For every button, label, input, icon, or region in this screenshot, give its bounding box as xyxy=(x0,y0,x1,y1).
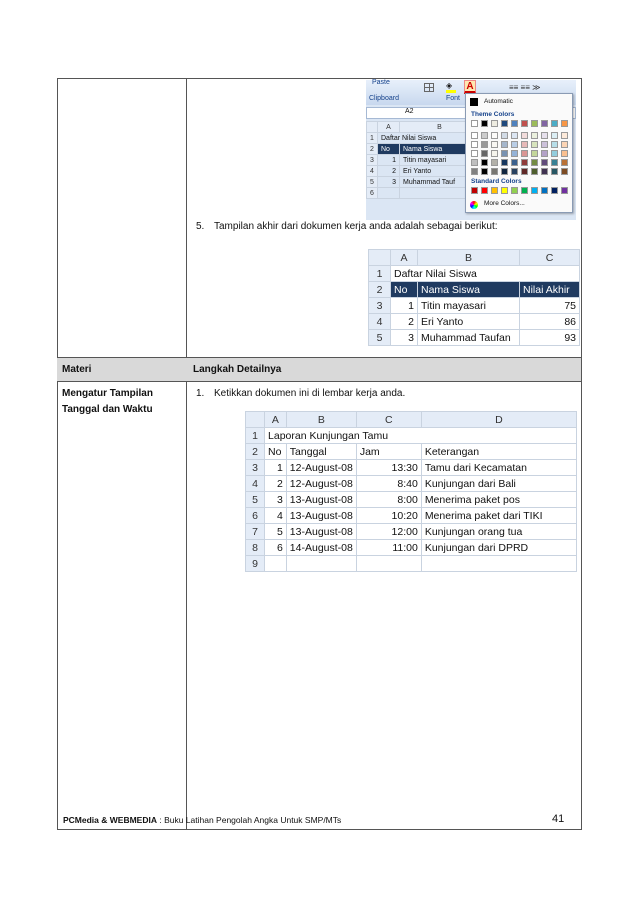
section2-title-line1: Mengatur Tampilan xyxy=(62,388,153,399)
more-colors-icon xyxy=(470,201,478,209)
align-icon: ≡≡ ≡≡ ≫ xyxy=(509,83,541,92)
theme-color-swatch[interactable] xyxy=(551,168,558,175)
nilai-siswa-sheet: A B C 1 Daftar Nilai Siswa 2 No Nama Siswa Nilai Akhir 3 1 Titin mayasari 75 4 2 Eri Yanto 86 5 3 Muhammad Taufan 93 xyxy=(368,249,580,346)
theme-color-swatch[interactable] xyxy=(501,150,508,157)
more-colors-option[interactable]: More Colors... xyxy=(484,200,525,207)
step5-text: Tampilan akhir dari dokumen kerja anda adalah sebagai berikut: xyxy=(214,221,498,232)
theme-color-swatch[interactable] xyxy=(511,120,518,127)
table-row: 3 1 12-August-08 13:30 Tamu dari Kecamatan xyxy=(246,460,577,476)
theme-color-swatch[interactable] xyxy=(561,141,568,148)
header-row xyxy=(57,357,581,381)
theme-color-swatch[interactable] xyxy=(541,141,548,148)
theme-color-swatch[interactable] xyxy=(521,132,528,139)
theme-color-swatch[interactable] xyxy=(551,120,558,127)
theme-color-swatch[interactable] xyxy=(511,150,518,157)
footer-brand: PCMedia & WEBMEDIA xyxy=(63,815,157,825)
standard-colors-label: Standard Colors xyxy=(471,178,522,185)
standard-color-swatch[interactable] xyxy=(491,187,498,194)
theme-color-swatch[interactable] xyxy=(531,132,538,139)
theme-color-swatch[interactable] xyxy=(541,132,548,139)
theme-color-swatch[interactable] xyxy=(511,132,518,139)
theme-color-swatch[interactable] xyxy=(471,159,478,166)
table-row: 3 1 Titin mayasari 75 xyxy=(369,298,580,314)
mini-sheet: A B 1 Daftar Nilai Siswa 2 No Nama Siswa 3 1 Titin mayasari 4 2 Eri Yanto 5 3 Muhammad Tauf 6 xyxy=(366,121,480,199)
column-divider xyxy=(186,78,187,830)
kunjungan-sheet-clip xyxy=(245,411,577,570)
standard-color-swatch[interactable] xyxy=(521,187,528,194)
theme-color-swatch[interactable] xyxy=(531,141,538,148)
theme-color-swatch[interactable] xyxy=(531,168,538,175)
automatic-swatch[interactable] xyxy=(470,98,478,106)
theme-color-swatch[interactable] xyxy=(491,168,498,175)
cell-reference: A2 xyxy=(405,108,414,115)
theme-color-swatch[interactable] xyxy=(501,132,508,139)
table-row: 7 5 13-August-08 12:00 Kunjungan orang tua xyxy=(246,524,577,540)
theme-color-swatch[interactable] xyxy=(551,132,558,139)
standard-color-swatch[interactable] xyxy=(551,187,558,194)
font-color-icon: A xyxy=(464,80,476,94)
theme-color-swatch[interactable] xyxy=(541,150,548,157)
font-label: Font xyxy=(446,95,461,102)
theme-color-swatch[interactable] xyxy=(491,120,498,127)
theme-color-swatch[interactable] xyxy=(521,120,528,127)
theme-color-swatch[interactable] xyxy=(491,150,498,157)
theme-color-swatch[interactable] xyxy=(511,159,518,166)
theme-color-swatch[interactable] xyxy=(481,168,488,175)
theme-color-swatch[interactable] xyxy=(521,159,528,166)
automatic-option[interactable]: Automatic xyxy=(484,98,513,105)
page-footer xyxy=(63,815,341,825)
theme-color-swatch[interactable] xyxy=(481,120,488,127)
theme-color-swatch[interactable] xyxy=(521,168,528,175)
table-row: 1 Laporan Kunjungan Tamu xyxy=(246,428,577,444)
standard-color-swatch[interactable] xyxy=(471,187,478,194)
theme-colors-label: Theme Colors xyxy=(471,111,515,118)
theme-color-swatch[interactable] xyxy=(471,168,478,175)
theme-color-swatch[interactable] xyxy=(531,159,538,166)
theme-color-swatch[interactable] xyxy=(501,120,508,127)
theme-color-swatch[interactable] xyxy=(521,150,528,157)
theme-color-swatch[interactable] xyxy=(521,141,528,148)
theme-color-swatch[interactable] xyxy=(501,141,508,148)
theme-color-swatch[interactable] xyxy=(471,120,478,127)
theme-color-swatch[interactable] xyxy=(481,159,488,166)
theme-color-swatch[interactable] xyxy=(471,141,478,148)
fill-color-icon: ◈ xyxy=(446,82,456,93)
table-row: 6 4 13-August-08 10:20 Menerima paket dari TIKI xyxy=(246,508,577,524)
theme-color-swatch[interactable] xyxy=(551,159,558,166)
theme-color-swatch[interactable] xyxy=(511,141,518,148)
theme-color-swatch[interactable] xyxy=(531,120,538,127)
theme-color-swatch[interactable] xyxy=(501,159,508,166)
step1-number: 1. xyxy=(196,388,205,399)
page-number: 41 xyxy=(552,813,565,825)
theme-color-swatch[interactable] xyxy=(561,150,568,157)
row-divider-top xyxy=(57,357,582,358)
standard-color-swatch[interactable] xyxy=(561,187,568,194)
footer-book-title: : Buku Latihan Pengolah Angka Untuk SMP/MTs xyxy=(156,815,342,825)
theme-color-swatch[interactable] xyxy=(541,168,548,175)
theme-color-swatch[interactable] xyxy=(471,132,478,139)
step1-text: Ketikkan dokumen ini di lembar kerja anda. xyxy=(214,388,406,399)
theme-color-swatch[interactable] xyxy=(481,132,488,139)
standard-color-swatch[interactable] xyxy=(531,187,538,194)
theme-color-swatch[interactable] xyxy=(501,168,508,175)
theme-color-swatch[interactable] xyxy=(551,150,558,157)
table-row: 1 Daftar Nilai Siswa xyxy=(369,266,580,282)
paste-label: Paste xyxy=(372,79,390,86)
theme-color-swatch[interactable] xyxy=(481,150,488,157)
table-row: 4 2 12-August-08 8:40 Kunjungan dari Bali xyxy=(246,476,577,492)
table-row: 5 3 Muhammad Taufan 93 xyxy=(369,330,580,346)
theme-color-swatch[interactable] xyxy=(561,168,568,175)
kunjungan-tamu-sheet: A B C D 1 Laporan Kunjungan Tamu 2 No Tanggal Jam Keterangan 3 1 12-August-08 13:30 Tamu dari Kecamatan 4 2 12-August-08 8:40 Kunjungan dari Bali 5 3 13-August-08 8:00 Menerima paket pos 6 4 13-August-08 10:20 Menerima paket dari TIKI 7 5 13-August-08 12:00 Kunjungan orang tua 8 6 14-August-08 11:00 Kunjungan dari DPRD 9 xyxy=(245,411,577,572)
row-divider-bottom xyxy=(57,381,582,382)
table-row: 2 No Nama Siswa Nilai Akhir xyxy=(369,282,580,298)
header-langkah: Langkah Detailnya xyxy=(193,364,282,375)
standard-color-swatch[interactable] xyxy=(501,187,508,194)
theme-color-swatch[interactable] xyxy=(531,150,538,157)
header-materi: Materi xyxy=(62,364,92,375)
step5-number: 5. xyxy=(196,221,205,232)
section2-title-line2: Tanggal dan Waktu xyxy=(62,404,153,415)
theme-color-swatch[interactable] xyxy=(511,168,518,175)
table-row: 5 3 13-August-08 8:00 Menerima paket pos xyxy=(246,492,577,508)
table-row: 8 6 14-August-08 11:00 Kunjungan dari DPRD xyxy=(246,540,577,556)
table-row: 4 2 Eri Yanto 86 xyxy=(369,314,580,330)
theme-color-swatch[interactable] xyxy=(561,120,568,127)
table-row: 2 No Tanggal Jam Keterangan xyxy=(246,444,577,460)
theme-color-swatch[interactable] xyxy=(491,159,498,166)
standard-color-swatch[interactable] xyxy=(481,187,488,194)
theme-color-swatch[interactable] xyxy=(481,141,488,148)
theme-color-swatch[interactable] xyxy=(541,159,548,166)
standard-color-swatch[interactable] xyxy=(511,187,518,194)
standard-color-swatch[interactable] xyxy=(541,187,548,194)
theme-color-swatch[interactable] xyxy=(471,150,478,157)
theme-color-swatch[interactable] xyxy=(551,141,558,148)
color-palette-dropdown[interactable] xyxy=(465,93,573,213)
theme-color-swatch[interactable] xyxy=(541,120,548,127)
borders-icon xyxy=(424,83,434,92)
clipboard-label: Clipboard xyxy=(369,95,399,102)
theme-color-swatch[interactable] xyxy=(491,132,498,139)
theme-color-swatch[interactable] xyxy=(561,132,568,139)
theme-color-swatch[interactable] xyxy=(561,159,568,166)
theme-color-swatch[interactable] xyxy=(491,141,498,148)
